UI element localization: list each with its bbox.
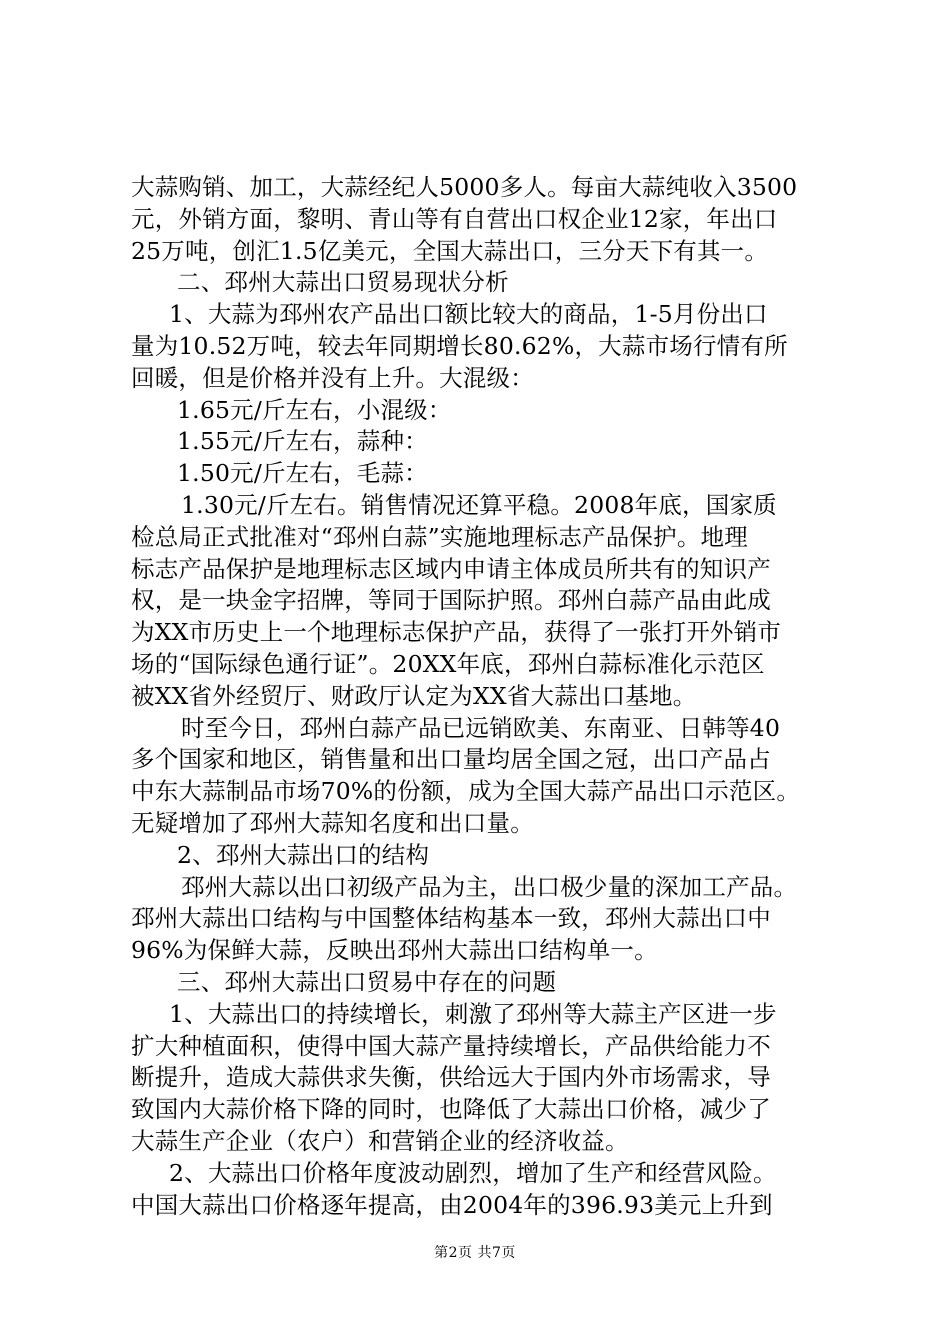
- section-heading: 2、邳州大蒜出口的结构: [177, 840, 430, 869]
- price-line: 1.50元/斤左右，毛蒜：: [177, 459, 428, 488]
- text-line: 回暖，但是价格并没有上升。大混级：: [131, 363, 534, 392]
- text-line: 被XX省外经贸厅、财政厅认定为XX省大蒜出口基地。: [131, 681, 697, 710]
- section-heading: 三、邳州大蒜出口贸易中存在的问题: [177, 967, 557, 996]
- paragraph-start: 1、大蒜为邳州农产品出口额比较大的商品，1-5月份出口: [169, 300, 768, 329]
- section-heading: 二、邳州大蒜出口贸易现状分析: [177, 268, 509, 297]
- document-body: [131, 172, 831, 1221]
- page-footer: [0, 1244, 950, 1262]
- text-line: 检总局正式批准对“邳州白蒜”实施地理标志产品保护。地理: [131, 522, 748, 551]
- text-line: 大蒜购销、加工，大蒜经纪人5000多人。每亩大蒜纯收入3500: [131, 173, 798, 201]
- text-line: 场的“国际绿色通行证”。20XX年底，邳州白蒜标准化示范区: [131, 649, 765, 678]
- text-line: 扩大种植面积，使得中国大蒜产量持续增长，产品供给能力不: [131, 1031, 771, 1060]
- paragraph-start: 邳州大蒜以出口初级产品为主，出口极少量的深加工产品。: [181, 872, 798, 901]
- text-line: 25万吨，创汇1.5亿美元，全国大蒜出口，三分天下有其一。: [131, 236, 769, 265]
- text-line: 为XX市历史上一个地理标志保护产品，获得了一张打开外销市: [131, 618, 782, 647]
- text-line: 96%为保鲜大蒜，反映出邳州大蒜出口结构单一。: [131, 936, 658, 965]
- text-line: 中东大蒜制品市场70%的份额，成为全国大蒜产品出口示范区。: [131, 777, 801, 806]
- paragraph-start: 时至今日，邳州白蒜产品已远销欧美、东南亚、日韩等40: [181, 713, 781, 742]
- text-line: 致国内大蒜价格下降的同时，也降低了大蒜出口价格，减少了: [131, 1095, 771, 1124]
- page-number: 第2页 共7页: [434, 1245, 516, 1261]
- text-line: 断提升，造成大蒜供求失衡，供给远大于国内外市场需求，导: [131, 1063, 771, 1092]
- text-line: 权，是一块金字招牌，等同于国际护照。邳州白蒜产品由此成: [131, 586, 771, 615]
- text-line: 大蒜生产企业（农户）和营销企业的经济收益。: [131, 1126, 629, 1155]
- text-line: 标志产品保护是地理标志区域内申请主体成员所共有的知识产: [131, 554, 771, 583]
- price-line: 1.65元/斤左右，小混级：: [177, 395, 452, 424]
- text-line: 中国大蒜出口价格逐年提高，由2004年的396.93美元上升到: [131, 1190, 773, 1219]
- price-line: 1.55元/斤左右，蒜种：: [177, 427, 428, 456]
- text-line: 无疑增加了邳州大蒜知名度和出口量。: [131, 808, 534, 837]
- paragraph-start: 1.30元/斤左右。销售情况还算平稳。2008年底，国家质: [181, 490, 777, 519]
- paragraph-start: 2、大蒜出口价格年度波动剧烈，增加了生产和经营风险。: [169, 1158, 777, 1187]
- text-line: 量为10.52万吨，较去年同期增长80.62%，大蒜市场行情有所: [131, 331, 788, 360]
- text-line: 元，外销方面，黎明、青山等有自营出口权企业12家，年出口: [131, 204, 778, 233]
- paragraph-start: 1、大蒜出口的持续增长，刺激了邳州等大蒜主产区进一步: [169, 999, 777, 1028]
- text-line: 多个国家和地区，销售量和出口量均居全国之冠，出口产品占: [131, 745, 771, 774]
- text-line: 邳州大蒜出口结构与中国整体结构基本一致，邳州大蒜出口中: [131, 904, 771, 933]
